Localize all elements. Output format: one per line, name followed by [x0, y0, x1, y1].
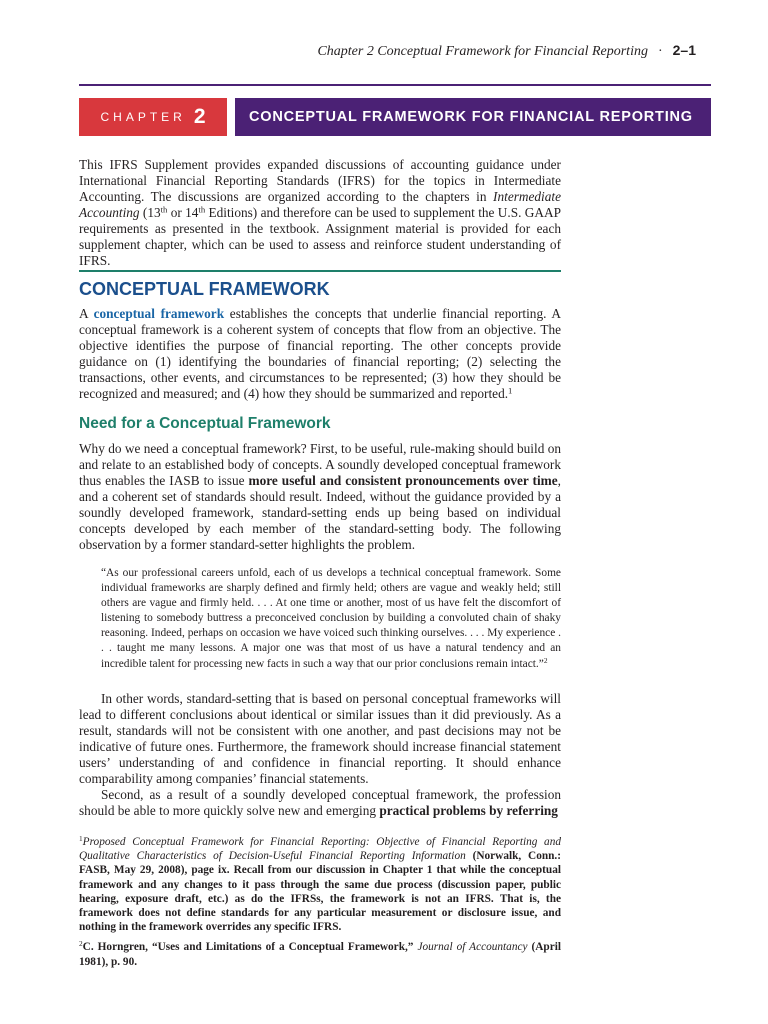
need-paragraph	[79, 441, 561, 553]
definition-text: establishes the concepts that underlie financial reporting. A conceptual framework is a coherent system of concepts that flow from an objective. The objective identifies the purpose of financial reporting. The other concepts provide guidance on (1) identifying the boundaries of financial reporting; (2) selecting the transactions, other events, and circumstances to be represented; (3) how they should be recognized and measured; and (4) how they should be summarized and reported.	[79, 306, 561, 401]
footnote-1	[79, 835, 561, 934]
separator-dot: ·	[657, 44, 663, 59]
bold-phrase: practical problems by referring	[379, 803, 558, 818]
footnote-text-end: (April 1981), p. 90.	[79, 941, 562, 968]
ordinal-sup: th	[160, 204, 168, 215]
footnote-number: 2	[79, 939, 83, 949]
definition-paragraph	[79, 306, 561, 402]
other-words-paragraph	[79, 691, 561, 787]
chapter-number: 2	[193, 105, 206, 128]
ordinal-sup: th	[198, 204, 206, 215]
article: A	[79, 306, 94, 321]
journal-title: Journal of Accountancy	[417, 941, 528, 954]
subsection-heading: Need for a Conceptual Framework	[79, 415, 331, 432]
footnotes	[79, 835, 561, 969]
paragraph-text: Second, as a result of a soundly developed conceptual framework, the profession should be able to more quickly solve new and emerging	[79, 787, 561, 818]
footnote-2	[79, 940, 561, 968]
footnote-text: (Norwalk, Conn.: FASB, May 29, 2008), page ix. Recall from our discussion in Chapter 1 that while the conceptual framework and any changes to it pass through the same due process (discussion paper, public hearing, exposure draft, etc.) as do the IFRSs, the framework is not an IFRS. That is, the framework does not define standards for any particular measurement or disclosure issue, and nothing in the framework overrides any specific IFRS.	[79, 850, 561, 934]
edition-14: or 14	[167, 205, 199, 220]
quote-text: “As our professional careers unfold, each of us develops a technical conceptual framework. Some individual frameworks are sharply defined and firmly held; others are vague and weakly held; still others are vague and firmly held. . . . At one time or another, most of us have felt the discomfort of listening to somebody buttress a preconceived conclusion by building a convoluted chain of shaky reasoning. Indeed, perhaps on occasion we have voiced such thinking ourselves. . . . My experience . . . taught me many lessons. A major one was that most of us have a natural tendency and an incredible talent for processing new facts in such a way that our prior conclusions remain intact.”	[101, 567, 561, 670]
citation-title: Proposed Conceptual Framework for Financial Reporting: Objective of Financial Reporting and Qualitative Characteristics of Decision-Useful Financial Reporting Information	[79, 836, 561, 863]
footnote-text: C. Horngren, “Uses and Limitations of a Conceptual Framework,”	[82, 941, 418, 954]
bold-phrase: more useful and consistent pronouncements over time	[248, 473, 558, 488]
footnote-ref: 1	[508, 385, 513, 396]
header-rule	[79, 84, 711, 86]
key-term: conceptual framework	[93, 306, 225, 321]
intro-paragraph	[79, 157, 561, 269]
chapter-label-box	[79, 98, 227, 136]
edition-13: (13	[139, 205, 161, 220]
block-quote	[101, 566, 561, 672]
footnote-ref: 2	[543, 655, 548, 665]
paragraph-text: Why do we need a conceptual framework? First, to be useful, rule-making should build on and relate to an established body of concepts. A soundly developed conceptual framework thus enables the IASB to issue	[79, 441, 561, 488]
section-rule	[79, 270, 561, 272]
intro-text-end: Editions) and therefore can be used to supplement the U.S. GAAP requirements as presented in the textbook. Assignment material is provided for each supplement chapter, which can be used to assess and reinforce student understanding of IFRS.	[79, 205, 561, 268]
intro-text: This IFRS Supplement provides expanded discussions of accounting guidance under International Financial Reporting Standards (IFRS) for the topics in Intermediate Accounting. The discussions are organized according to the chapters in	[79, 157, 561, 204]
running-head	[317, 42, 696, 60]
second-paragraph	[79, 787, 561, 819]
chapter-label: CHAPTER	[100, 110, 186, 124]
chapter-title: CONCEPTUAL FRAMEWORK FOR FINANCIAL REPORTING	[235, 98, 711, 136]
page-number: 2–1	[672, 42, 696, 58]
footnote-number: 1	[79, 833, 83, 843]
section-heading: CONCEPTUAL FRAMEWORK	[79, 279, 330, 299]
paragraph-text: , and a coherent set of standards should result. Indeed, without the guidance provided by a soundly developed framework, standard-setting ends up being based on individual concepts developed by each member of the standard-setting body. The following observation by a former standard-setter highlights the problem.	[79, 473, 561, 552]
running-title: Chapter 2 Conceptual Framework for Financial Reporting	[317, 44, 648, 59]
paragraph-text: In other words, standard-setting that is based on personal conceptual frameworks will lead to different conclusions about identical or similar issues than it did previously. As a result, standards will not be consistent with one another, and past decisions may not be indicative of future ones. Furthermore, the framework should increase financial statement users’ understanding of and confidence in financial reporting. It should enhance comparability among companies’ financial statements.	[79, 691, 561, 786]
book-title: Intermediate Accounting	[79, 189, 561, 220]
